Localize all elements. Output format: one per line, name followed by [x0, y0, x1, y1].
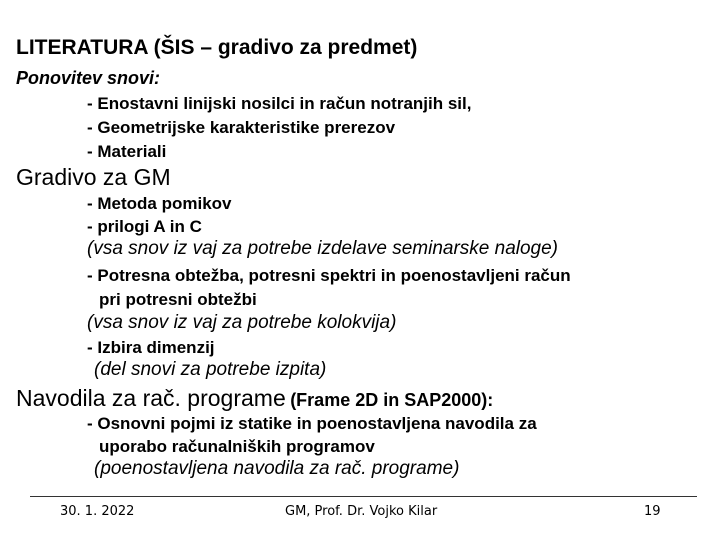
nav-heading-main: Navodila za rač. programe — [16, 385, 286, 411]
gm-note: (del snovi za potrebe izpita) — [94, 359, 327, 380]
gm-note: (vsa snov iz vaj za potrebe izdelave seminarske naloge) — [87, 238, 559, 259]
gm-item: - prilogi A in C — [87, 217, 202, 236]
nav-item-continuation: uporabo računalniških programov — [99, 437, 375, 456]
gm-item-continuation: pri potresni obtežbi — [99, 290, 257, 309]
gm-heading: Gradivo za GM — [16, 164, 171, 190]
footer-date: 30. 1. 2022 — [60, 504, 135, 519]
nav-note: (poenostavljena navodila za rač. programe) — [94, 458, 460, 479]
review-heading: Ponovitev snovi: — [16, 68, 161, 88]
nav-heading-paren: (Frame 2D in SAP2000): — [290, 390, 494, 410]
slide-title: LITERATURA (ŠIS – gradivo za predmet) — [16, 36, 418, 59]
gm-item: - Izbira dimenzij — [87, 338, 215, 357]
review-item: - Materiali — [87, 142, 167, 161]
review-item: - Enostavni linijski nosilci in račun notranjih sil, — [87, 94, 472, 113]
gm-item: - Potresna obtežba, potresni spektri in poenostavljeni račun — [87, 266, 571, 285]
footer-author: GM, Prof. Dr. Vojko Kilar — [285, 504, 438, 519]
nav-item: - Osnovni pojmi iz statike in poenostavljena navodila za — [87, 414, 537, 433]
review-item: - Geometrijske karakteristike prerezov — [87, 118, 396, 137]
nav-heading — [16, 385, 493, 412]
gm-item: - Metoda pomikov — [87, 194, 232, 213]
page-number: 19 — [644, 504, 661, 519]
footer-divider — [30, 496, 697, 497]
gm-note: (vsa snov iz vaj za potrebe kolokvija) — [87, 312, 397, 333]
